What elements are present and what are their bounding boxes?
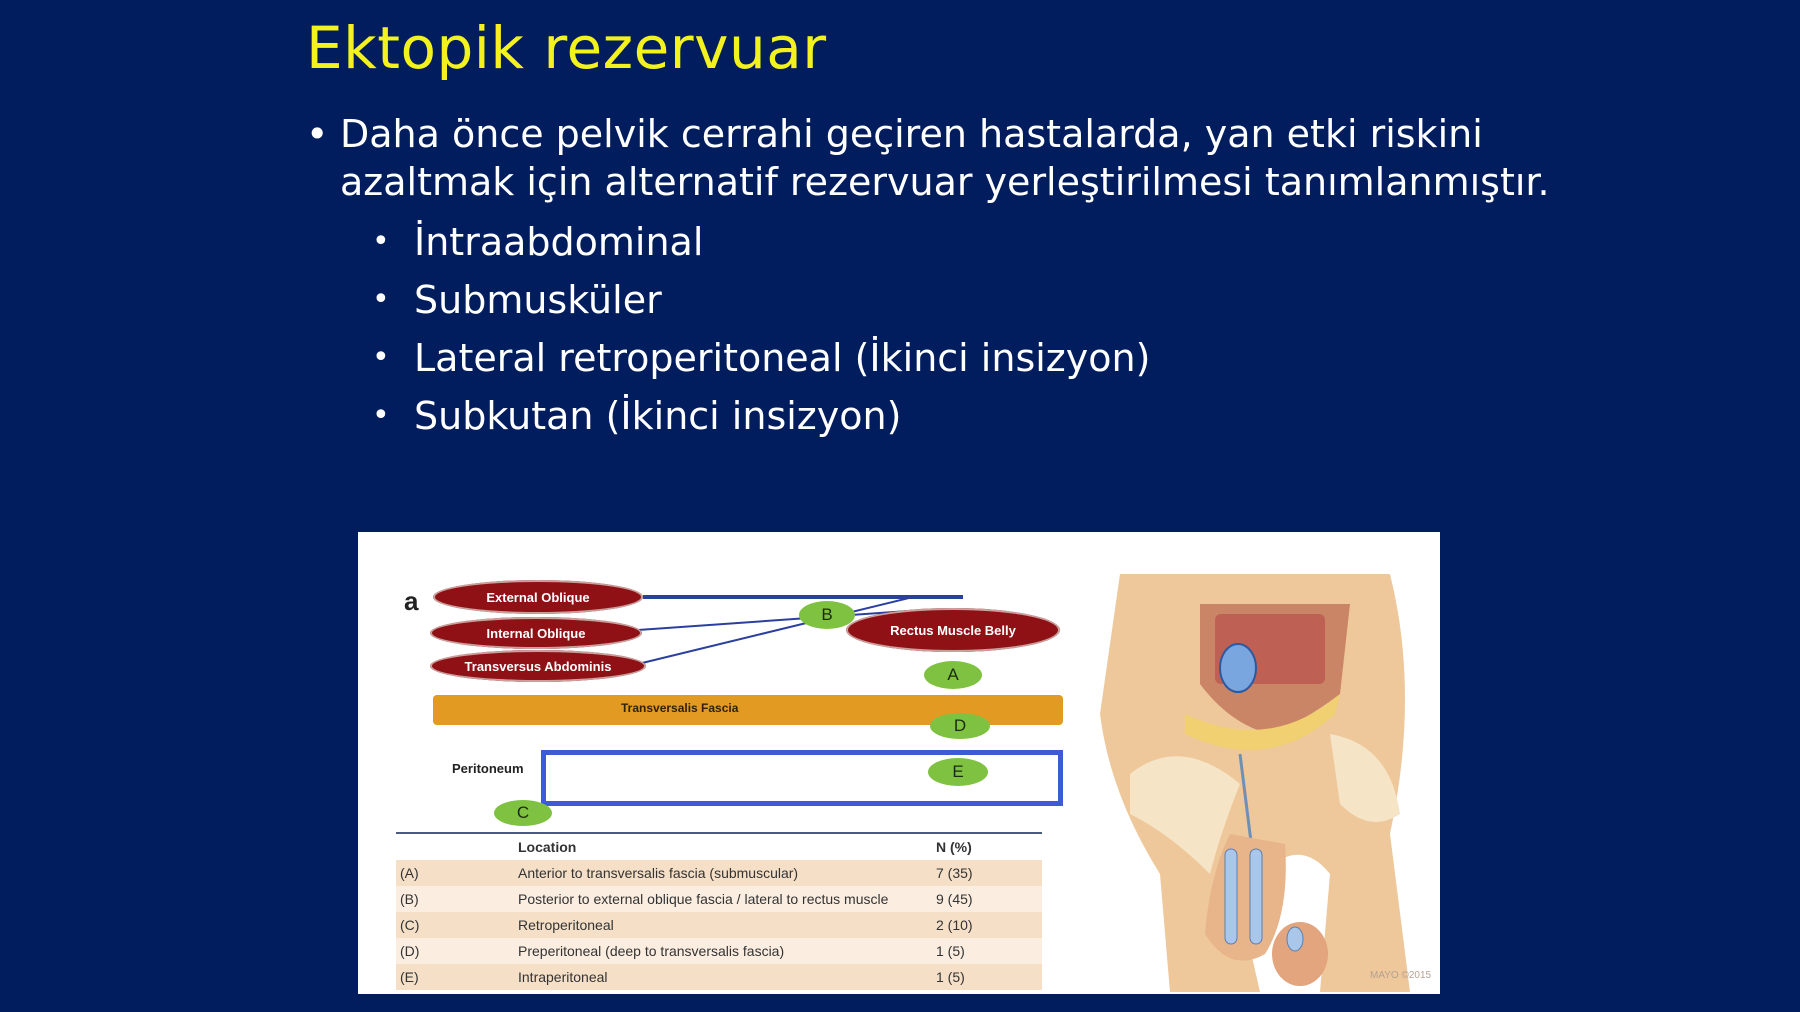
row-id: (B) [396,886,514,912]
row-count: 9 (45) [932,886,1042,912]
bullet-dot: • [372,224,390,259]
marker-c: C [494,800,552,826]
transversalis-fascia-label: Transversalis Fascia [621,701,739,715]
marker-e: E [928,758,988,786]
row-location: Retroperitoneal [514,912,932,938]
row-count: 7 (35) [932,860,1042,886]
row-location: Preperitoneal (deep to transversalis fascia) [514,938,932,964]
reservoir-location-table [396,832,1042,990]
row-count: 1 (5) [932,964,1042,990]
table-row [396,938,1042,964]
reservoir-location-figure [358,532,1440,994]
transversus-abdominis-layer: Transversus Abdominis [430,650,646,682]
row-count: 1 (5) [932,938,1042,964]
sub-bullet-text: Lateral retroperitoneal (İkinci insizyon) [414,336,1151,380]
table-row [396,912,1042,938]
bullet-dot: • [372,398,390,433]
external-oblique-layer: External Oblique [433,580,643,614]
main-bullet [306,110,1626,206]
sub-bullet-text: Submusküler [414,278,662,322]
row-id: (D) [396,938,514,964]
table-header: Location [514,833,932,860]
table-row [396,886,1042,912]
bullet-dot: • [372,282,390,317]
row-count: 2 (10) [932,912,1042,938]
table-row [396,964,1042,990]
marker-a: A [924,661,982,689]
row-location: Posterior to external oblique fascia / lateral to rectus muscle [514,886,932,912]
rectus-muscle-belly: Rectus Muscle Belly [846,608,1060,652]
watermark-text: MAYO ©2015 [1370,970,1432,981]
main-bullet-text: Daha önce pelvik cerrahi geçiren hastalarda, yan etki riskini azaltmak için alternatif rezervuar yerleştirilmesi tanımlanmıştır. [340,112,1550,204]
row-id: (A) [396,860,514,886]
bullet-dot: • [306,112,329,156]
marker-d: D [930,713,990,739]
pelvic-anatomy-illustration [1090,574,1434,992]
internal-oblique-layer: Internal Oblique [430,617,642,649]
row-id: (E) [396,964,514,990]
slide-title: Ektopik rezervuar [306,14,827,82]
table-header-row [396,833,1042,860]
bullet-dot: • [372,340,390,375]
sub-bullet-text: Subkutan (İkinci insizyon) [414,394,902,438]
table-header: N (%) [932,833,1042,860]
row-location: Anterior to transversalis fascia (submuscular) [514,860,932,886]
row-location: Intraperitoneal [514,964,932,990]
marker-b: B [799,601,855,629]
peritoneum-label: Peritoneum [452,761,524,776]
panel-label-a: a [404,586,419,616]
table-header [396,833,514,860]
sub-bullet-text: İntraabdominal [414,220,704,264]
table-row [396,860,1042,886]
row-id: (C) [396,912,514,938]
